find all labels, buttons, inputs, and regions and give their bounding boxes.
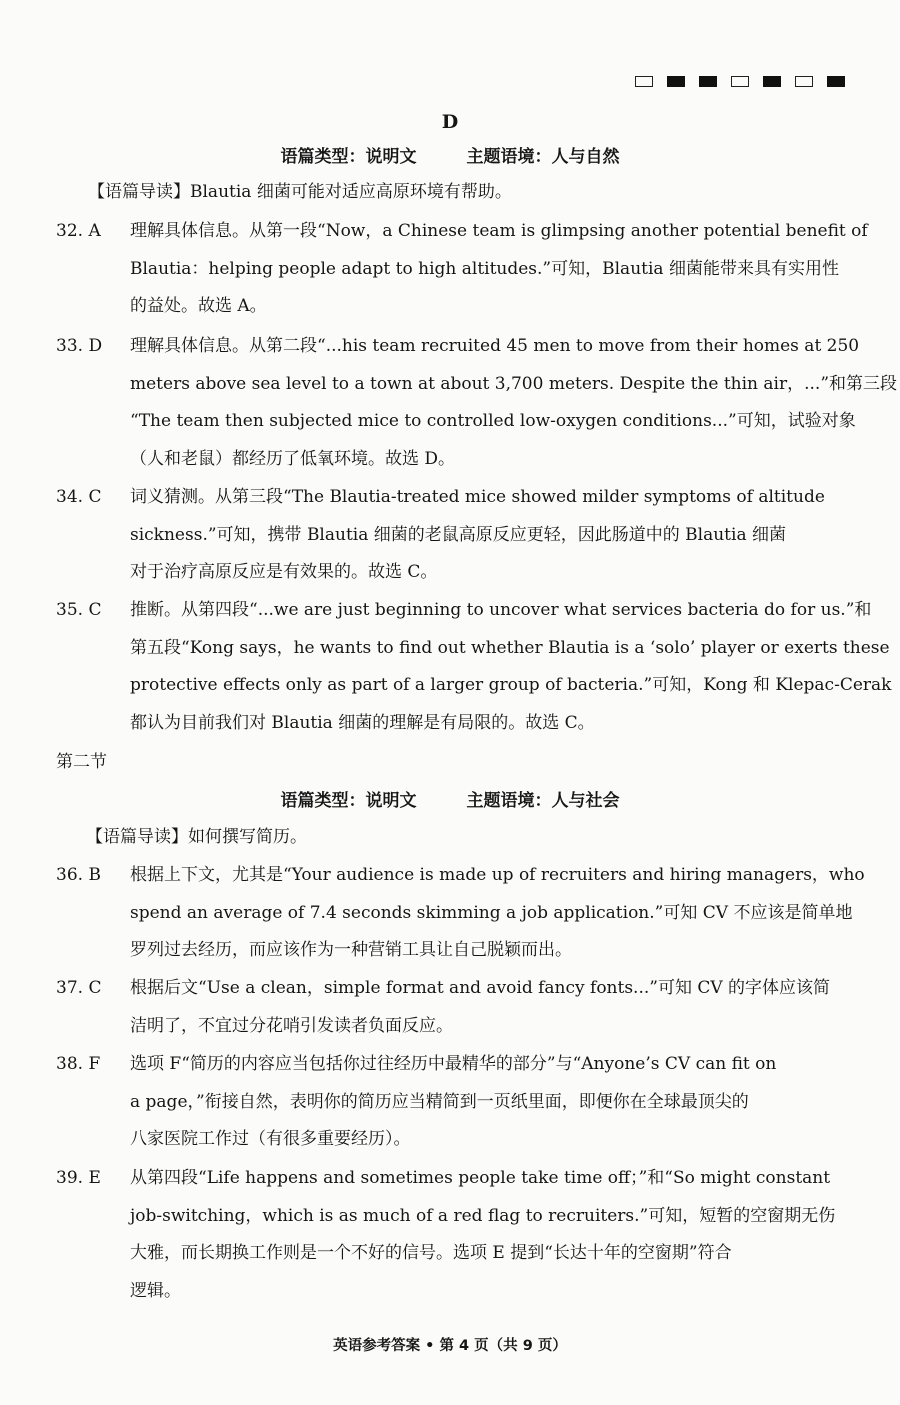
header-mark-1: [635, 76, 653, 87]
explanation-line: sickness.”可知，携带 Blautia 细菌的老鼠高原反应更轻，因此肠道中的 Blautia 细菌: [130, 524, 786, 545]
passage1-type-line: [0, 142, 900, 167]
passage2-theme: 主题语境：人与社会: [466, 791, 620, 811]
section-letter: D: [441, 111, 459, 133]
explanation-line: Blautia：helping people adapt to high altitudes.”可知，Blautia 细菌能带来具有实用性: [130, 258, 839, 279]
explanation-line: 根据上下文，尤其是“Your audience is made up of recruiters and hiring managers，who: [130, 865, 865, 885]
page-footer: 英语参考答案 • 第 4 页（共 9 页）: [333, 1338, 567, 1354]
explanation-line: 都认为目前我们对 Blautia 细菌的理解是有局限的。故选 C。: [130, 712, 595, 733]
explanation-line: 从第四段“Life happens and sometimes people take time off；”和“So might constant: [130, 1168, 831, 1188]
passage1-intro: 【语篇导读】Blautia 细菌可能对适应高原环境有帮助。: [88, 182, 512, 202]
answer-number: 39. E: [56, 1168, 101, 1188]
answer-explanation: [130, 857, 865, 970]
explanation-line: job-switching，which is as much of a red flag to recruiters.”可知，短暂的空窗期无伤: [130, 1205, 836, 1226]
section-two-label: 第二节: [56, 752, 107, 772]
explanation-line: 根据后文“Use a clean，simple format and avoid fancy fonts...”可知 CV 的字体应该简: [130, 978, 831, 998]
answer-number: 37. C: [56, 978, 102, 998]
answer-number: 38. F: [56, 1054, 101, 1074]
explanation-line: 词义猜测。从第三段“The Blautia-treated mice showed milder symptoms of altitude: [130, 487, 825, 507]
explanation-line: 选项 F“简历的内容应当包括你过往经历中最精华的部分”与“Anyone’s CV can fit on: [130, 1054, 777, 1074]
explanation-line: （人和老鼠）都经历了低氧环境。故选 D。: [130, 448, 456, 469]
explanation-line: 逻辑。: [130, 1280, 181, 1301]
explanation-line: protective effects only as part of a larger group of bacteria.”可知，Kong 和 Klepac-Cerak: [130, 675, 892, 695]
passage1-theme: 主题语境：人与自然: [466, 147, 620, 167]
explanation-line: spend an average of 7.4 seconds skimming a job application.”可知 CV 不应该是简单地: [130, 902, 853, 923]
header-mark-4: [731, 76, 749, 87]
passage1-type: 语篇类型：说明文: [280, 147, 417, 167]
answer-explanation: [130, 1160, 845, 1310]
explanation-line: “The team then subjected mice to controlled low-oxygen conditions...”可知，试验对象: [130, 411, 856, 431]
answer-number: 32. A: [56, 221, 101, 241]
passage2-intro: 【语篇导读】如何撰写简历。: [86, 827, 307, 847]
answer-explanation: [130, 1046, 845, 1159]
header-mark-5: [763, 76, 781, 87]
explanation-line: meters above sea level to a town at about 3,700 meters. Despite the thin air，...”和第三段: [130, 373, 898, 394]
answer-number: 33. D: [56, 336, 103, 356]
header-mark-6: [795, 76, 813, 87]
answer-number: 34. C: [56, 487, 102, 507]
answer-explanation: [130, 592, 892, 742]
passage2-type-line: [0, 786, 900, 811]
answer-number: 35. C: [56, 600, 102, 620]
answer-explanation: [130, 479, 845, 592]
explanation-line: 大雅，而长期换工作则是一个不好的信号。选项 E 提到“长达十年的空窗期”符合: [130, 1243, 732, 1263]
explanation-line: 理解具体信息。从第二段“...his team recruited 45 men to move from their homes at 250: [130, 336, 860, 356]
explanation-line: 推断。从第四段“...we are just beginning to uncover what services bacteria do for us.”和: [130, 600, 872, 620]
explanation-line: 理解具体信息。从第一段“Now，a Chinese team is glimpsing another potential benefit of: [130, 221, 868, 241]
explanation-line: 八家医院工作过（有很多重要经历）。: [130, 1129, 411, 1149]
answer-explanation: [130, 970, 845, 1045]
passage2-type: 语篇类型：说明文: [280, 791, 417, 811]
answer-explanation: [130, 328, 898, 478]
header-marks: [635, 76, 845, 87]
explanation-line: 洁明了，不宜过分花哨引发读者负面反应。: [130, 1015, 453, 1036]
explanation-line: a page，”衔接自然，表明你的简历应当精简到一页纸里面，即便你在全球最顶尖的: [130, 1091, 749, 1112]
explanation-line: 第五段“Kong says，he wants to find out whether Blautia is a ‘solo’ player or exerts these: [130, 637, 890, 658]
header-mark-7: [827, 76, 845, 87]
header-mark-3: [699, 76, 717, 87]
explanation-line: 对于治疗高原反应是有效果的。故选 C。: [130, 562, 438, 582]
answer-explanation: [130, 213, 868, 326]
explanation-line: 的益处。故选 A。: [130, 296, 267, 316]
answer-number: 36. B: [56, 865, 101, 885]
explanation-line: 罗列过去经历，而应该作为一种营销工具让自己脱颖而出。: [130, 940, 572, 960]
header-mark-2: [667, 76, 685, 87]
